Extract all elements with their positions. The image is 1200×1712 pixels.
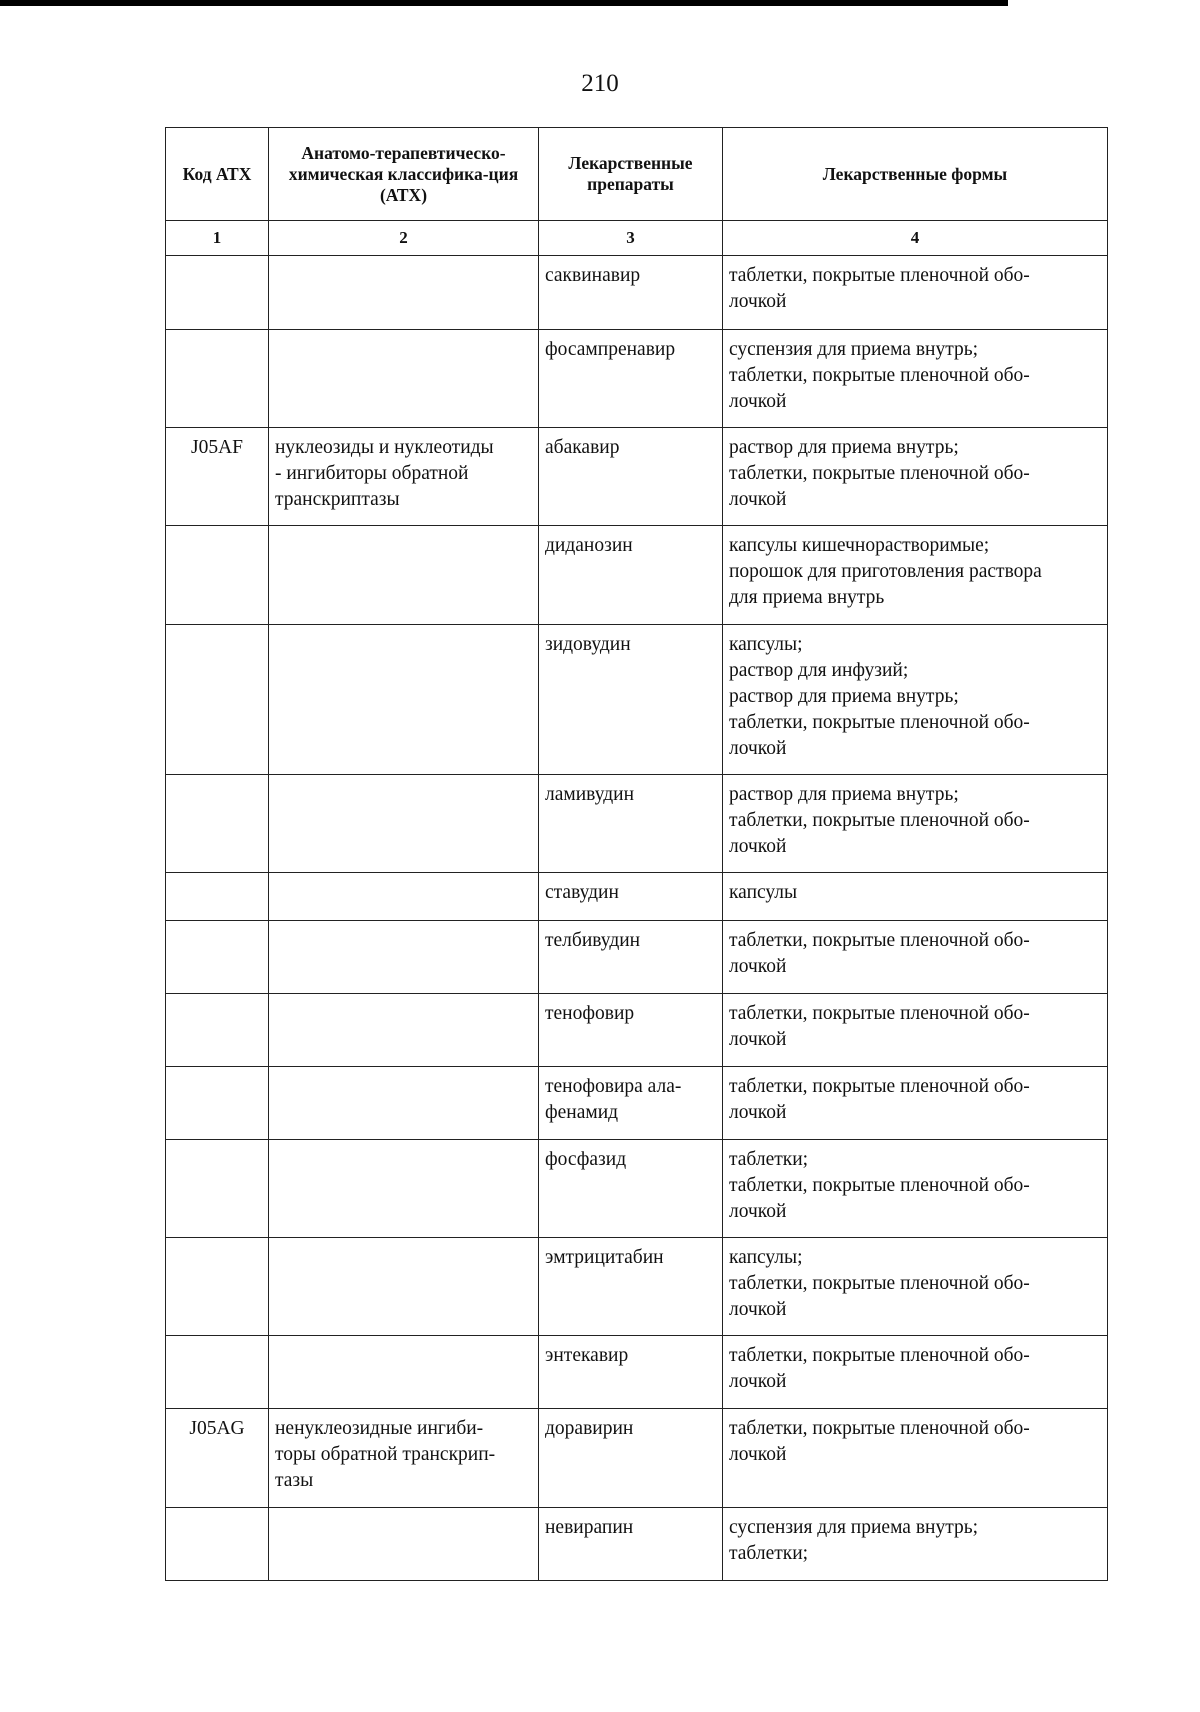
forms-cell: таблетки, покрытые пленочной обо- лочкой (723, 1336, 1108, 1409)
table-row (166, 1336, 1108, 1409)
classification-cell (269, 1067, 539, 1140)
drug-cell: тенофовир (539, 994, 723, 1067)
column-number: 2 (269, 221, 539, 256)
page-number: 210 (581, 70, 619, 97)
atx-code-cell (166, 775, 269, 873)
drug-cell: доравирин (539, 1409, 723, 1508)
column-number: 4 (723, 221, 1108, 256)
classification-cell (269, 775, 539, 873)
atx-code-cell (166, 1508, 269, 1581)
table-row (166, 330, 1108, 428)
forms-cell: суспензия для приема внутрь; таблетки; (723, 1508, 1108, 1581)
drug-cell: фосампренавир (539, 330, 723, 428)
table-row (166, 256, 1108, 330)
header-forms: Лекарственные формы (723, 128, 1108, 221)
forms-cell: таблетки, покрытые пленочной обо- лочкой (723, 994, 1108, 1067)
forms-cell: таблетки, покрытые пленочной обо- лочкой (723, 1067, 1108, 1140)
classification-cell (269, 1140, 539, 1238)
forms-cell: капсулы; таблетки, покрытые пленочной обо- лочкой (723, 1238, 1108, 1336)
drug-cell: абакавир (539, 428, 723, 526)
atx-code-cell (166, 625, 269, 775)
atx-code-cell (166, 1067, 269, 1140)
atx-code-cell (166, 256, 269, 330)
top-scan-border (0, 0, 1008, 6)
classification-cell (269, 873, 539, 921)
classification-cell (269, 994, 539, 1067)
classification-cell (269, 330, 539, 428)
forms-cell: раствор для приема внутрь; таблетки, покрытые пленочной обо- лочкой (723, 775, 1108, 873)
drug-cell: ламивудин (539, 775, 723, 873)
classification-cell: ненуклеозидные ингиби- торы обратной транскрип- тазы (269, 1409, 539, 1508)
table-row (166, 1140, 1108, 1238)
table-row (166, 1508, 1108, 1581)
drug-cell: ставудин (539, 873, 723, 921)
header-drugs: Лекарственные препараты (539, 128, 723, 221)
drug-cell: невирапин (539, 1508, 723, 1581)
table-row (166, 1067, 1108, 1140)
table-row (166, 1238, 1108, 1336)
column-number: 1 (166, 221, 269, 256)
header-row (166, 128, 1108, 221)
drug-cell: эмтрицитабин (539, 1238, 723, 1336)
drug-cell: телбивудин (539, 921, 723, 994)
drug-cell: саквинавир (539, 256, 723, 330)
forms-cell: капсулы кишечнорастворимые; порошок для приготовления раствора для приема внутрь (723, 526, 1108, 625)
classification-cell: нуклеозиды и нуклеотиды - ингибиторы обратной транскриптазы (269, 428, 539, 526)
forms-cell: капсулы (723, 873, 1108, 921)
drug-cell: тенофовира ала- фенамид (539, 1067, 723, 1140)
drug-cell: фосфазид (539, 1140, 723, 1238)
atx-code-cell (166, 526, 269, 625)
atx-code-cell (166, 873, 269, 921)
forms-cell: таблетки, покрытые пленочной обо- лочкой (723, 256, 1108, 330)
atx-code-cell: J05AF (166, 428, 269, 526)
table-row (166, 994, 1108, 1067)
table-row (166, 873, 1108, 921)
column-number-row (166, 221, 1108, 256)
header-code: Код АТХ (166, 128, 269, 221)
classification-cell (269, 625, 539, 775)
classification-cell (269, 1508, 539, 1581)
classification-cell (269, 921, 539, 994)
drug-cell: зидовудин (539, 625, 723, 775)
table-row (166, 1409, 1108, 1508)
atx-code-cell (166, 1140, 269, 1238)
drug-cell: энтекавир (539, 1336, 723, 1409)
table-row (166, 775, 1108, 873)
atx-code-cell (166, 1336, 269, 1409)
table-row (166, 921, 1108, 994)
forms-cell: таблетки; таблетки, покрытые пленочной обо- лочкой (723, 1140, 1108, 1238)
column-number: 3 (539, 221, 723, 256)
classification-cell (269, 1238, 539, 1336)
forms-cell: суспензия для приема внутрь; таблетки, покрытые пленочной обо- лочкой (723, 330, 1108, 428)
classification-cell (269, 1336, 539, 1409)
atx-code-cell (166, 330, 269, 428)
atx-code-cell: J05AG (166, 1409, 269, 1508)
atx-code-cell (166, 921, 269, 994)
table-row (166, 428, 1108, 526)
drug-cell: диданозин (539, 526, 723, 625)
table-row (166, 625, 1108, 775)
table-row (166, 526, 1108, 625)
classification-cell (269, 526, 539, 625)
atx-table (165, 127, 1108, 1581)
atx-code-cell (166, 1238, 269, 1336)
forms-cell: раствор для приема внутрь; таблетки, покрытые пленочной обо- лочкой (723, 428, 1108, 526)
forms-cell: таблетки, покрытые пленочной обо- лочкой (723, 921, 1108, 994)
header-classification: Анатомо-терапевтическо-химическая классифика-ция (АТХ) (269, 128, 539, 221)
forms-cell: капсулы; раствор для инфузий; раствор для приема внутрь; таблетки, покрытые пленочной обо- лочкой (723, 625, 1108, 775)
atx-code-cell (166, 994, 269, 1067)
forms-cell: таблетки, покрытые пленочной обо- лочкой (723, 1409, 1108, 1508)
classification-cell (269, 256, 539, 330)
